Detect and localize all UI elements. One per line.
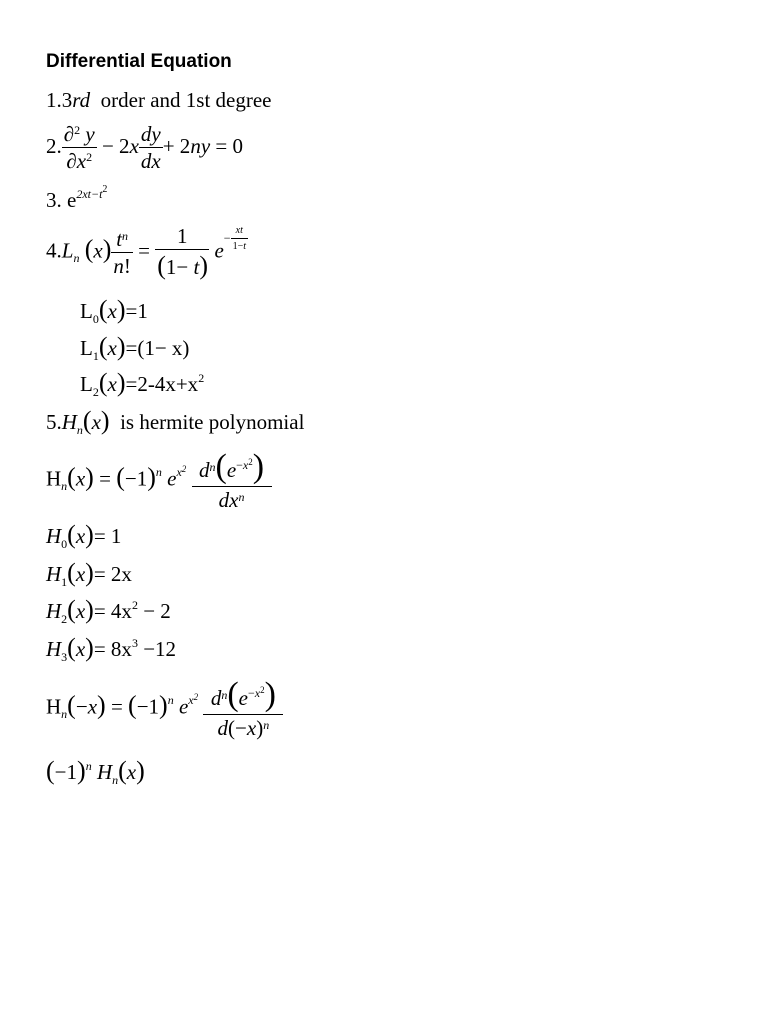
hermite-3: $H_3(x)= 8x^3 -12$ xyxy=(46,633,177,664)
item-2-equation: 2. $\frac{\partial^2 y}{\partial x^2}$ − 2x $\frac{dy}{dx}$ + 2ny = 0 xyxy=(46,122,243,173)
first-derivative-fraction: $\frac{dy}{dx}$ xyxy=(140,122,161,173)
item-1-prefix: 1.3 xyxy=(46,88,73,112)
item-5: $5.H_n(x)$ is hermite polynomial xyxy=(46,406,305,437)
hermite-parity-formula: $H_n(-x) = (-1)^n$ $e^{x^2}$ $\frac{d^n(e^{-x^2})}{d(-x)^n}$ xyxy=(46,678,283,739)
laguerre-1: $L_1(x)=(1- x)$ xyxy=(80,332,190,363)
item-1-rd: rd xyxy=(72,88,91,112)
hermite-2: $H_2(x)= 4x^2 - 2$ xyxy=(46,595,171,626)
page-title: Differential Equation xyxy=(46,51,232,72)
laguerre-2: $L_2(x)=2-4x+x^2$ xyxy=(80,368,205,399)
item-1-text: order and 1st degree xyxy=(100,88,272,112)
item-3-label: 3. e xyxy=(46,188,77,212)
item-3-exponent-square: 2 xyxy=(102,184,108,195)
item-3 xyxy=(46,184,108,212)
laguerre-0: $L_0(x)=1$ xyxy=(80,295,148,326)
hermite-rodrigues-formula: $H_n(x) = (-1)^n$ $e^{x^2}$ $\frac{d^n(e^{-x^2})}{dx^n}$ xyxy=(46,450,272,511)
item-5-text: is hermite polynomial xyxy=(120,410,305,434)
hermite-0: $H_0(x)= 1$ xyxy=(46,520,122,551)
hermite-parity-result: $(-1)^n$ $H_n(x)$ xyxy=(46,756,145,787)
item-2-label: 2. xyxy=(46,133,62,158)
item-4-label: 4. xyxy=(46,238,62,263)
item-4-generating-function: $4.L_n$ (x) $\frac{t^n}{n!}$ = $\frac{1}{(1- t)}$ e− $\frac{xt}{1-t}$ xyxy=(46,224,246,280)
item-1 xyxy=(46,90,272,111)
hermite-1: $H_1(x)= 2x$ xyxy=(46,558,132,589)
second-derivative-fraction: $\frac{\partial^2 y}{\partial x^2}$ xyxy=(63,122,95,173)
item-5-label: 5. xyxy=(46,410,62,434)
item-3-exponent: 2xt−t xyxy=(76,187,103,201)
